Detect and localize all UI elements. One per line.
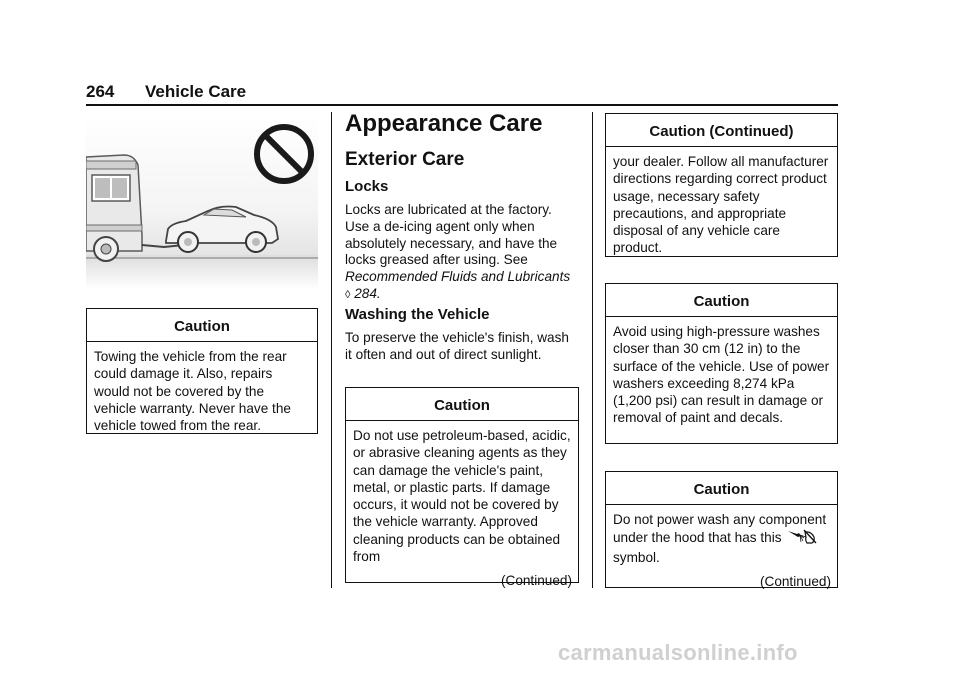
caution-text: Do not use petroleum-based, acidic, or abrasive cleaning agents as they can damage the vehicle's paint, metal, or plastic parts. If damage occurs, it would not be covered by the vehicle warranty. Approved cleaning products can be obtained from — [353, 428, 571, 565]
towing-illustration — [86, 115, 318, 290]
towing-illustration-svg — [86, 115, 318, 290]
caution-text: your dealer. Follow all manufacturer directions regarding correct product usage, necessary safety precautions, and appropriate disposal of any vehicle care product. — [613, 154, 829, 256]
washing-heading: Washing the Vehicle — [345, 306, 490, 323]
header-rule — [86, 104, 838, 106]
caution-title: Caution — [606, 472, 837, 505]
caution-title: Caution — [606, 284, 837, 317]
section-title: Vehicle Care — [145, 82, 247, 101]
caution-box-continued — [605, 113, 838, 257]
page-number: 264 — [86, 82, 115, 101]
locks-text: Locks are lubricated at the factory. Use a de-icing agent only when absolutely necessary, and have the locks greased after using. See — [345, 202, 558, 268]
continued-label: (Continued) — [500, 573, 572, 589]
continued-label: (Continued) — [759, 573, 831, 589]
caution-text-part-a: Do not power wash any component under the hood that has this — [613, 512, 827, 546]
page-title: Appearance Care — [345, 110, 543, 137]
caution-box-cleaning — [345, 387, 579, 589]
column-divider-left — [331, 112, 332, 588]
reference-arrow-icon: ◊ — [345, 288, 351, 301]
caution-text: Avoid using high-pressure washes closer than 30 cm (12 in) to the surface of the vehicle. Use of power washers exceeding 8,274 kPa (1,200 psi) can result in damage or removal of paint and decals. — [613, 324, 830, 426]
locks-reference[interactable]: Recommended Fluids and Lubricants — [345, 269, 571, 285]
caution-title: Caution — [346, 388, 578, 421]
caution-text-part-b: symbol. — [613, 549, 660, 565]
section-heading: Exterior Care — [345, 149, 465, 170]
caution-text — [606, 505, 837, 571]
column-divider-right — [592, 112, 593, 588]
caution-box-towing — [86, 308, 318, 434]
washing-text: To preserve the vehicle's finish, wash it often and out of direct sunlight. — [345, 330, 569, 362]
locks-heading: Locks — [345, 178, 389, 195]
watermark: carmanualsonline.info — [558, 640, 798, 665]
locks-paragraph — [345, 202, 577, 304]
caution-title: Caution (Continued) — [606, 114, 837, 147]
caution-title: Caution — [87, 309, 317, 342]
page-header — [86, 82, 838, 106]
locks-reference-page[interactable]: 284. — [354, 285, 381, 301]
caution-text: Towing the vehicle from the rear could damage it. Also, repairs would not be covered by the vehicle warranty. Never have the vehicle towed from the rear. — [94, 349, 291, 434]
no-power-wash-icon — [787, 528, 817, 548]
caution-box-power-wash — [605, 471, 838, 588]
caution-box-pressure — [605, 283, 838, 444]
